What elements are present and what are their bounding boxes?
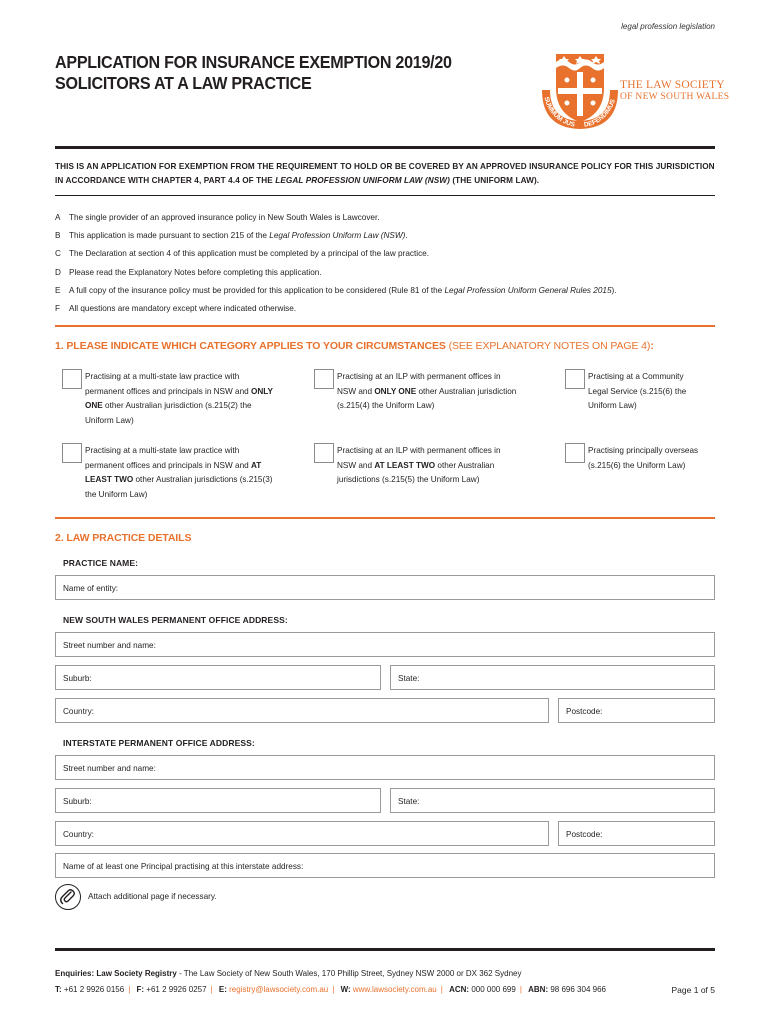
- separator: |: [128, 985, 131, 994]
- email-label: E:: [218, 985, 227, 994]
- separator: |: [519, 985, 522, 994]
- field-label: Name of entity:: [63, 584, 119, 593]
- intro-divider: [55, 195, 715, 196]
- section-1-title: 1. PLEASE INDICATE WHICH CATEGORY APPLIES TO YOUR CIRCUMSTANCES: [55, 340, 446, 352]
- footer-contacts: [55, 985, 606, 994]
- logo-name-line-2: OF NEW SOUTH WALES: [620, 92, 730, 102]
- fax-label: F:: [136, 985, 145, 994]
- list-text: The single provider of an approved insurance policy in New South Wales is Lawcover.: [69, 213, 380, 222]
- category-option-ilp-one: [337, 370, 517, 414]
- category-checkbox-ilp-two[interactable]: [314, 443, 334, 463]
- category-checkbox-multistate-one[interactable]: [62, 369, 82, 389]
- entity-name-field[interactable]: [55, 575, 715, 600]
- field-label: Suburb:: [63, 797, 92, 806]
- registry-address: - The Law Society of New South Wales, 170 Phillip Street, Sydney NSW 2000 or DX 362 Sydney: [176, 969, 522, 978]
- abn-value: 98 696 304 966: [550, 985, 606, 994]
- title-line-2: SOLICITORS AT A LAW PRACTICE: [55, 73, 312, 93]
- category-option-community-legal: [588, 370, 703, 414]
- section-1-colon: :: [650, 340, 654, 352]
- footer-enquiries: [55, 969, 521, 978]
- acn-value: 000 000 699: [471, 985, 516, 994]
- crest-icon: [556, 54, 604, 122]
- option-emphasis: AT LEAST TWO: [374, 460, 436, 470]
- interstate-street-field[interactable]: [55, 755, 715, 780]
- phone-value: +61 2 9926 0156: [63, 985, 125, 994]
- legislation-note: legal profession legislation: [621, 22, 715, 31]
- intro-statement: [55, 160, 715, 187]
- email-link[interactable]: registry@lawsociety.com.au: [229, 985, 329, 994]
- option-text: Practising principally overseas (s.215(6) the Uniform Law): [588, 446, 699, 470]
- logo-wordmark: [620, 79, 729, 103]
- website-link[interactable]: www.lawsociety.com.au: [352, 985, 437, 994]
- logo-name-line-1: THE LAW SOCIETY: [620, 79, 725, 91]
- list-letter: E: [55, 285, 61, 295]
- option-emphasis: AT LEAST TWO: [85, 460, 262, 484]
- section-2-heading: 2. LAW PRACTICE DETAILS: [55, 532, 192, 544]
- web-label: W:: [340, 985, 351, 994]
- enquiries-label: Enquiries:: [55, 969, 95, 978]
- nsw-street-field[interactable]: [55, 632, 715, 657]
- page-title: [55, 52, 460, 94]
- list-letter: A: [55, 213, 61, 222]
- list-item: [55, 245, 715, 263]
- list-letter: F: [55, 304, 61, 314]
- interstate-suburb-field[interactable]: [55, 788, 381, 813]
- option-text: Practising at a multi-state law practice with permanent offices and principals in NSW and: [85, 372, 251, 396]
- acn-label: ACN:: [449, 985, 470, 994]
- separator: |: [440, 985, 443, 994]
- option-text: Practising at a Community Legal Service (s.215(6) the Uniform Law): [588, 372, 687, 410]
- field-label: Postcode:: [566, 707, 603, 716]
- intro-text-1: THIS IS AN APPLICATION FOR EXEMPTION FROM THE REQUIREMENT TO HOLD OR BE COVERED BY AN APPROVED INSURANCE POLICY FOR THIS JURISDICTION IN ACCORDANCE WITH CHAPTER 4, PART 4.4 OF THE: [55, 162, 715, 185]
- option-text: other Australian jurisdiction (s.215(2) the Uniform Law): [85, 401, 252, 425]
- logo-motto-left: SUMMUM JUS: [542, 96, 576, 129]
- list-text-post: ).: [611, 285, 617, 295]
- practice-name-label: PRACTICE NAME:: [63, 558, 139, 568]
- interstate-address-label: INTERSTATE PERMANENT OFFICE ADDRESS:: [63, 738, 255, 748]
- separator: |: [332, 985, 335, 994]
- list-item: [55, 300, 715, 318]
- logo-motto-right: DEFENDIMUS: [583, 98, 617, 129]
- list-item: [55, 227, 715, 245]
- section-1-divider: [55, 325, 715, 327]
- category-checkbox-multistate-two[interactable]: [62, 443, 82, 463]
- section-1-note: (SEE EXPLANATORY NOTES ON PAGE 4): [445, 340, 651, 352]
- list-italic: Legal Profession Uniform Law (NSW): [269, 231, 406, 241]
- field-label: State:: [398, 674, 420, 683]
- page-number: Page 1 of 5: [671, 985, 715, 995]
- option-text: Practising at an ILP with permanent offices in NSW and: [337, 446, 501, 470]
- field-label: Suburb:: [63, 674, 92, 683]
- category-checkbox-community-legal[interactable]: [565, 369, 585, 389]
- header-divider: [55, 146, 715, 149]
- registry-name: Law Society Registry: [96, 969, 177, 978]
- nsw-postcode-field[interactable]: [558, 698, 715, 723]
- title-line-1: APPLICATION FOR INSURANCE EXEMPTION 2019/20: [55, 52, 452, 72]
- list-text: Please read the Explanatory Notes before completing this application.: [69, 267, 322, 277]
- attach-note: Attach additional page if necessary.: [88, 892, 217, 901]
- interstate-country-field[interactable]: [55, 821, 549, 846]
- field-label: Street number and name:: [63, 764, 156, 773]
- category-option-multistate-one: [85, 370, 275, 428]
- list-item: [55, 209, 715, 227]
- list-item: [55, 282, 715, 300]
- section-2-divider: [55, 517, 715, 519]
- intro-law-title: LEGAL PROFESSION UNIFORM LAW (NSW): [275, 175, 450, 185]
- nsw-address-label: NEW SOUTH WALES PERMANENT OFFICE ADDRESS:: [63, 615, 288, 625]
- field-label: Name of at least one Principal practising at this interstate address:: [63, 862, 304, 871]
- nsw-state-field[interactable]: [390, 665, 715, 690]
- nsw-country-field[interactable]: [55, 698, 549, 723]
- category-checkbox-ilp-one[interactable]: [314, 369, 334, 389]
- field-label: State:: [398, 797, 420, 806]
- option-emphasis: ONLY ONE: [374, 386, 417, 396]
- category-option-overseas: [588, 444, 703, 473]
- interstate-state-field[interactable]: [390, 788, 715, 813]
- list-item: [55, 264, 715, 282]
- option-text: Practising at a multi-state law practice with permanent offices and principals in NSW and: [85, 446, 251, 470]
- list-text: A full copy of the insurance policy must be provided for this application to be considered (Rule 81 of the: [69, 285, 445, 295]
- list-text: All questions are mandatory except where indicated otherwise.: [69, 304, 297, 314]
- field-label: Postcode:: [566, 830, 603, 839]
- paperclip-icon: [55, 884, 81, 910]
- abn-label: ABN:: [528, 985, 549, 994]
- list-letter: B: [55, 231, 61, 241]
- interstate-postcode-field[interactable]: [558, 821, 715, 846]
- list-italic: Legal Profession Uniform General Rules 2015: [444, 285, 612, 295]
- fax-value: +61 2 9926 0257: [146, 985, 207, 994]
- interstate-principal-field[interactable]: [55, 853, 715, 878]
- instructions-list: [55, 209, 715, 318]
- nsw-suburb-field[interactable]: [55, 665, 381, 690]
- list-text-post: .: [405, 231, 408, 241]
- list-text: The Declaration at section 4 of this application must be completed by a principal of the law practice.: [69, 249, 429, 259]
- field-label: Street number and name:: [63, 641, 156, 650]
- option-text: other Australian jurisdictions (s.215(3) the Uniform Law): [85, 475, 273, 499]
- category-checkbox-overseas[interactable]: [565, 443, 585, 463]
- option-text: other Australian jurisdictions (s.215(5) the Uniform Law): [337, 460, 495, 484]
- section-1-heading: [55, 340, 654, 352]
- field-label: Country:: [63, 830, 94, 839]
- list-letter: D: [55, 267, 61, 277]
- option-text: other Australian jurisdiction (s.215(4) the Uniform Law): [337, 386, 517, 410]
- footer-divider: [55, 948, 715, 951]
- separator: |: [210, 985, 213, 994]
- field-label: Country:: [63, 707, 94, 716]
- option-emphasis: ONLY ONE: [85, 386, 273, 410]
- option-text: Practising at an ILP with permanent offices in NSW and: [337, 372, 501, 396]
- list-letter: C: [55, 249, 61, 259]
- list-text: This application is made pursuant to section 215 of the: [69, 231, 270, 241]
- category-option-multistate-two: [85, 444, 275, 502]
- phone-label: T:: [55, 985, 62, 994]
- intro-text-2: (THE UNIFORM LAW).: [449, 175, 540, 185]
- category-option-ilp-two: [337, 444, 517, 488]
